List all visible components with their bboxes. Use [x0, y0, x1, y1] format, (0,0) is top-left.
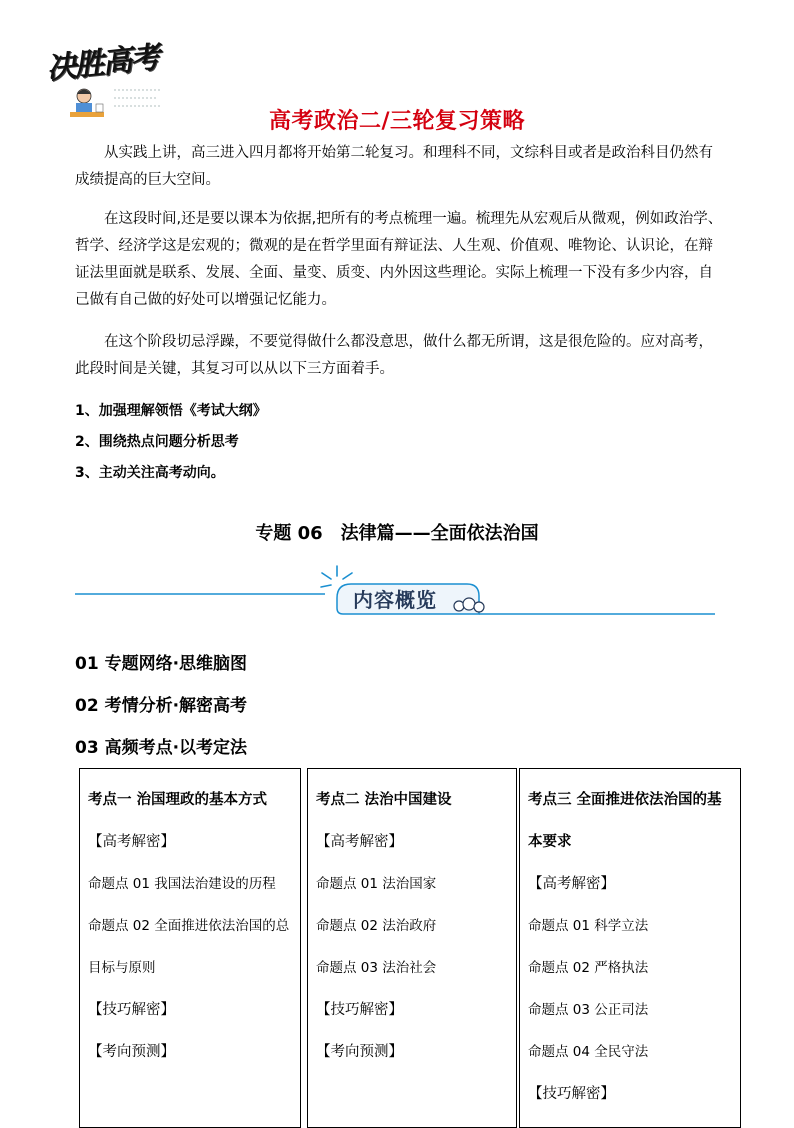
section-heading: 03 高频考点·以考定法 [75, 738, 248, 758]
banner-label: 内容概览 [353, 588, 437, 612]
box-item: 命题点 02 法治政府 [316, 918, 437, 934]
box-item: 【考向预测】 [316, 1044, 403, 1060]
list-item: 1、加强理解领悟《考试大纲》 [75, 403, 267, 419]
list-item: 2、围绕热点问题分析思考 [75, 434, 239, 450]
box-item: 【高考解密】 [88, 834, 175, 850]
list-item: 3、主动关注高考动向。 [75, 465, 225, 481]
box-item: 命题点 01 我国法治建设的历程 [88, 876, 276, 892]
box-title: 考点三 全面推进依法治国的基本要求 [528, 792, 722, 850]
box-item: 【技巧解密】 [528, 1086, 615, 1102]
box-item: 【考向预测】 [88, 1044, 175, 1060]
paragraph-1: 从实践上讲，高三进入四月都将开始第二轮复习。和理科不同，文综科目或者是政治科目仍然有成绩提高的巨大空间。 [75, 145, 713, 188]
box-item: 【技巧解密】 [316, 1002, 403, 1018]
document-title: 高考政治二/三轮复习策略 [268, 109, 526, 134]
paragraph-3: 在这个阶段切忌浮躁，不要觉得做什么都没意思，做什么都无所谓，这是很危险的。应对高考，此段时间是关键，其复习可以从以下三方面着手。 [75, 334, 713, 377]
box-item: 命题点 03 法治社会 [316, 960, 437, 976]
topic-title: 专题 06 法律篇——全面依法治国 [255, 523, 539, 544]
content-overview-banner [75, 560, 720, 622]
topic-box-2 [307, 768, 517, 1128]
box-item: 【高考解密】 [528, 876, 615, 892]
box-item: 命题点 04 全民守法 [528, 1044, 649, 1060]
logo-text: 决胜高考 [44, 40, 160, 87]
box-item: 命题点 01 科学立法 [528, 918, 649, 934]
box-title: 考点二 法治中国建设 [316, 792, 452, 808]
section-heading: 01 专题网络·思维脑图 [75, 654, 248, 674]
box-item: 命题点 01 法治国家 [316, 876, 437, 892]
topic-box-3 [519, 768, 741, 1128]
box-title: 考点一 治国理政的基本方式 [88, 792, 268, 808]
box-item: 【高考解密】 [316, 834, 403, 850]
box-item: 【技巧解密】 [88, 1002, 175, 1018]
section-heading: 02 考情分析·解密高考 [75, 696, 248, 716]
box-item: 命题点 03 公正司法 [528, 1002, 649, 1018]
topic-box-1 [79, 768, 301, 1128]
box-item: 命题点 02 全面推进依法治国的总目标与原则 [88, 918, 290, 976]
paragraph-2: 在这段时间,还是要以课本为依据,把所有的考点梳理一遍。梳理先从宏观后从微观，例如政治学、哲学、经济学这是宏观的；微观的是在哲学里面有辩证法、人生观、价值观、唯物论、认识论，在辩证法里面就是联系、发展、全面、量变、质变、内外因这些理论。实际上梳理一下没有多少内容，自己做有自己做的好处可以增强记忆能力。 [75, 211, 723, 308]
box-item: 命题点 02 严格执法 [528, 960, 649, 976]
